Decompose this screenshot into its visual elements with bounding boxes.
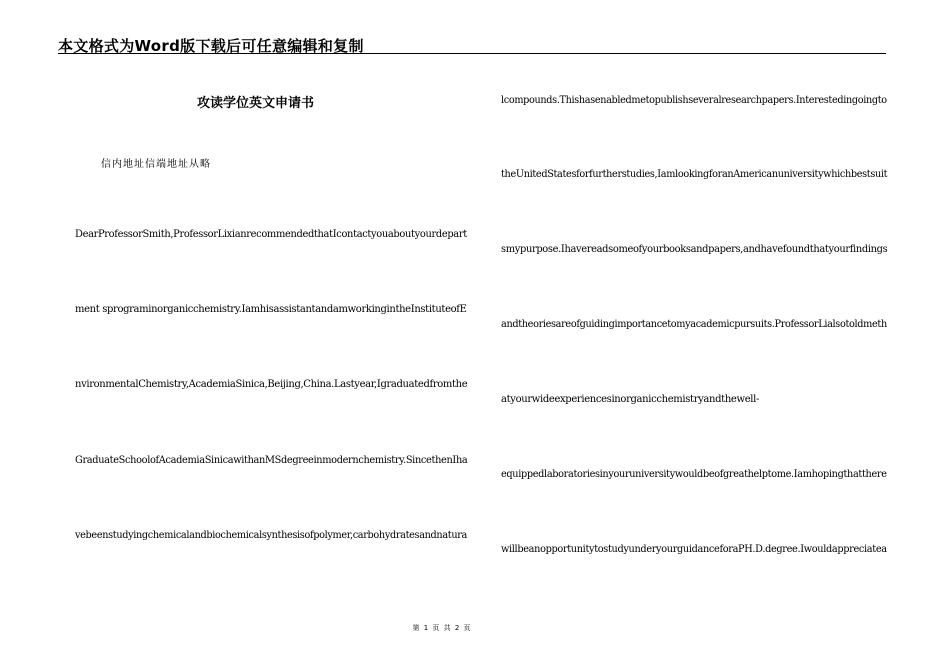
body-line: atyourwideexperiencesinorganicchemistryandthewell- [501,394,760,405]
body-line: equippedlaboratoriesinyouruniversitywouldbeofgreathelptome.Iamhopingthatthere [501,469,887,480]
page-number: 第 1 页 共 2 页 [412,624,472,632]
body-line: willbeanopportunitytostudyunderyourguidanceforaPH.D.degree.Iwouldappreciatea [501,544,887,555]
body-line: vebeenstudyingchemicalandbiochemicalsynthesisofpolymer,carbohydratesandnatura [75,530,467,541]
body-line: andtheoriesareofguidingimportancetomyacademicpursuits.ProfessorLialsotoldmeth [501,319,887,330]
body-line: GraduateSchoolofAcademiaSinicawithanMSdegreeinmodernchemistry.SincethenIha [75,455,468,466]
body-line: theUnitedStatesforfurtherstudies,IamlookingforanAmericanuniversitywhichbestsuit [501,169,888,180]
body-line: DearProfessorSmith,ProfessorLixianrecommendedthatIcontactyouaboutyourdepart [75,229,467,240]
body-line: ment sprograminorganicchemistry.IamhisassistantandamworkingintheInstituteofE [75,304,467,315]
header-text: 本文格式为Word版下载后可任意编辑和复制 [58,37,364,55]
body-line: smypurpose.Ihavereadsomeofyourbooksandpapers,andhavefoundthatyourfindings [501,244,888,255]
body-line: nvironmentalChemistry,AcademiaSinica,Beijing,China.Lastyear,Igraduatedfromthe [75,379,468,390]
address-note: 信内地址信端地址从略 [101,159,211,170]
document-title: 攻读学位英文申请书 [197,96,315,111]
body-line: lcompounds.Thishasenabledmetopublishseveralresearchpapers.Interestedingoingto [501,95,887,106]
header-divider [58,53,886,54]
